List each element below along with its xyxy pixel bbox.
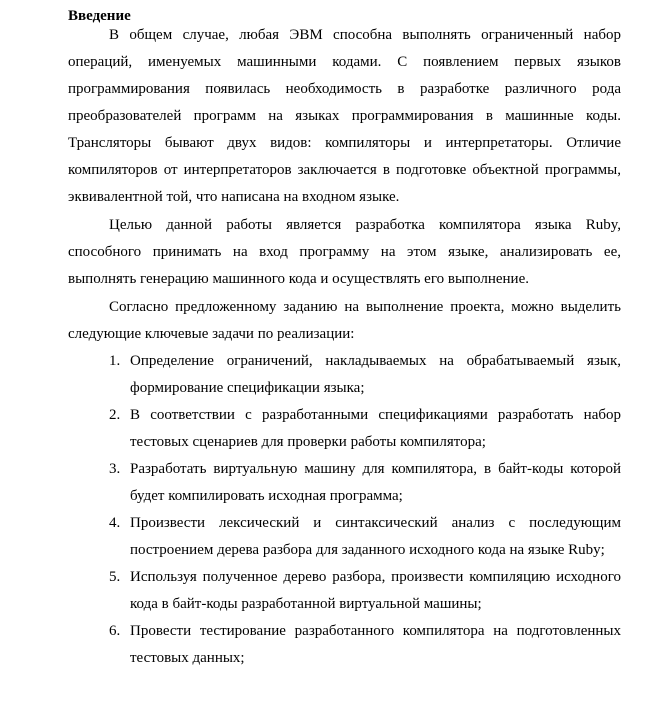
list-item-number: 2.: [109, 407, 121, 423]
list-item-text: Провести тестирование разработанного компилятора на подготовленных тестовых данных;: [130, 623, 621, 666]
list-item-text: Используя полученное дерево разбора, произвести компиляцию исходного кода в байт-коды разработанной виртуальной машины;: [130, 569, 621, 612]
section-heading: Введение: [68, 8, 131, 24]
list-item: [68, 402, 621, 456]
list-item-text: Разработать виртуальную машину для компилятора, в байт-коды которой будет компилировать исходная программа;: [130, 461, 621, 504]
list-item-number: 3.: [109, 461, 121, 477]
paragraph-tasks-intro: Согласно предложенному заданию на выполнение проекта, можно выделить следующие ключевые задачи по реализации:: [68, 299, 621, 342]
paragraph-intro: В общем случае, любая ЭВМ способна выполнять ограниченный набор операций, именуемых машинными кодами. С появлением первых языков программирования появилась необходимость в разработке различного рода преобразователей программ на языках программирования в машинные коды. Трансляторы бывают двух видов: компиляторы и интерпретаторы. Отличие компиляторов от интерпретаторов заключается в подготовке объектной программы, эквивалентной той, что написана на входном языке.: [68, 27, 621, 205]
list-item-text: В соответствии с разработанными спецификациями разработать набор тестовых сценариев для проверки работы компилятора;: [130, 407, 621, 450]
list-item-number: 6.: [109, 623, 121, 639]
list-item: [68, 564, 621, 618]
list-item-number: 1.: [109, 353, 121, 369]
list-item: [68, 618, 621, 672]
list-item: [68, 456, 621, 510]
tasks-list: [68, 348, 621, 672]
list-item-number: 4.: [109, 515, 121, 531]
list-item: [68, 510, 621, 564]
paragraph-goal: Целью данной работы является разработка компилятора языка Ruby, способного принимать на вход программу на этом языке, анализировать ее, выполнять генерацию машинного кода и осуществлять его выполнение.: [68, 217, 621, 287]
list-item-text: Определение ограничений, накладываемых на обрабатываемый язык, формирование спецификации языка;: [130, 353, 621, 396]
list-item-number: 5.: [109, 569, 121, 585]
list-item-text: Произвести лексический и синтаксический анализ с последующим построением дерева разбора для заданного исходного кода на языке Ruby;: [130, 515, 621, 558]
list-item: [68, 348, 621, 402]
